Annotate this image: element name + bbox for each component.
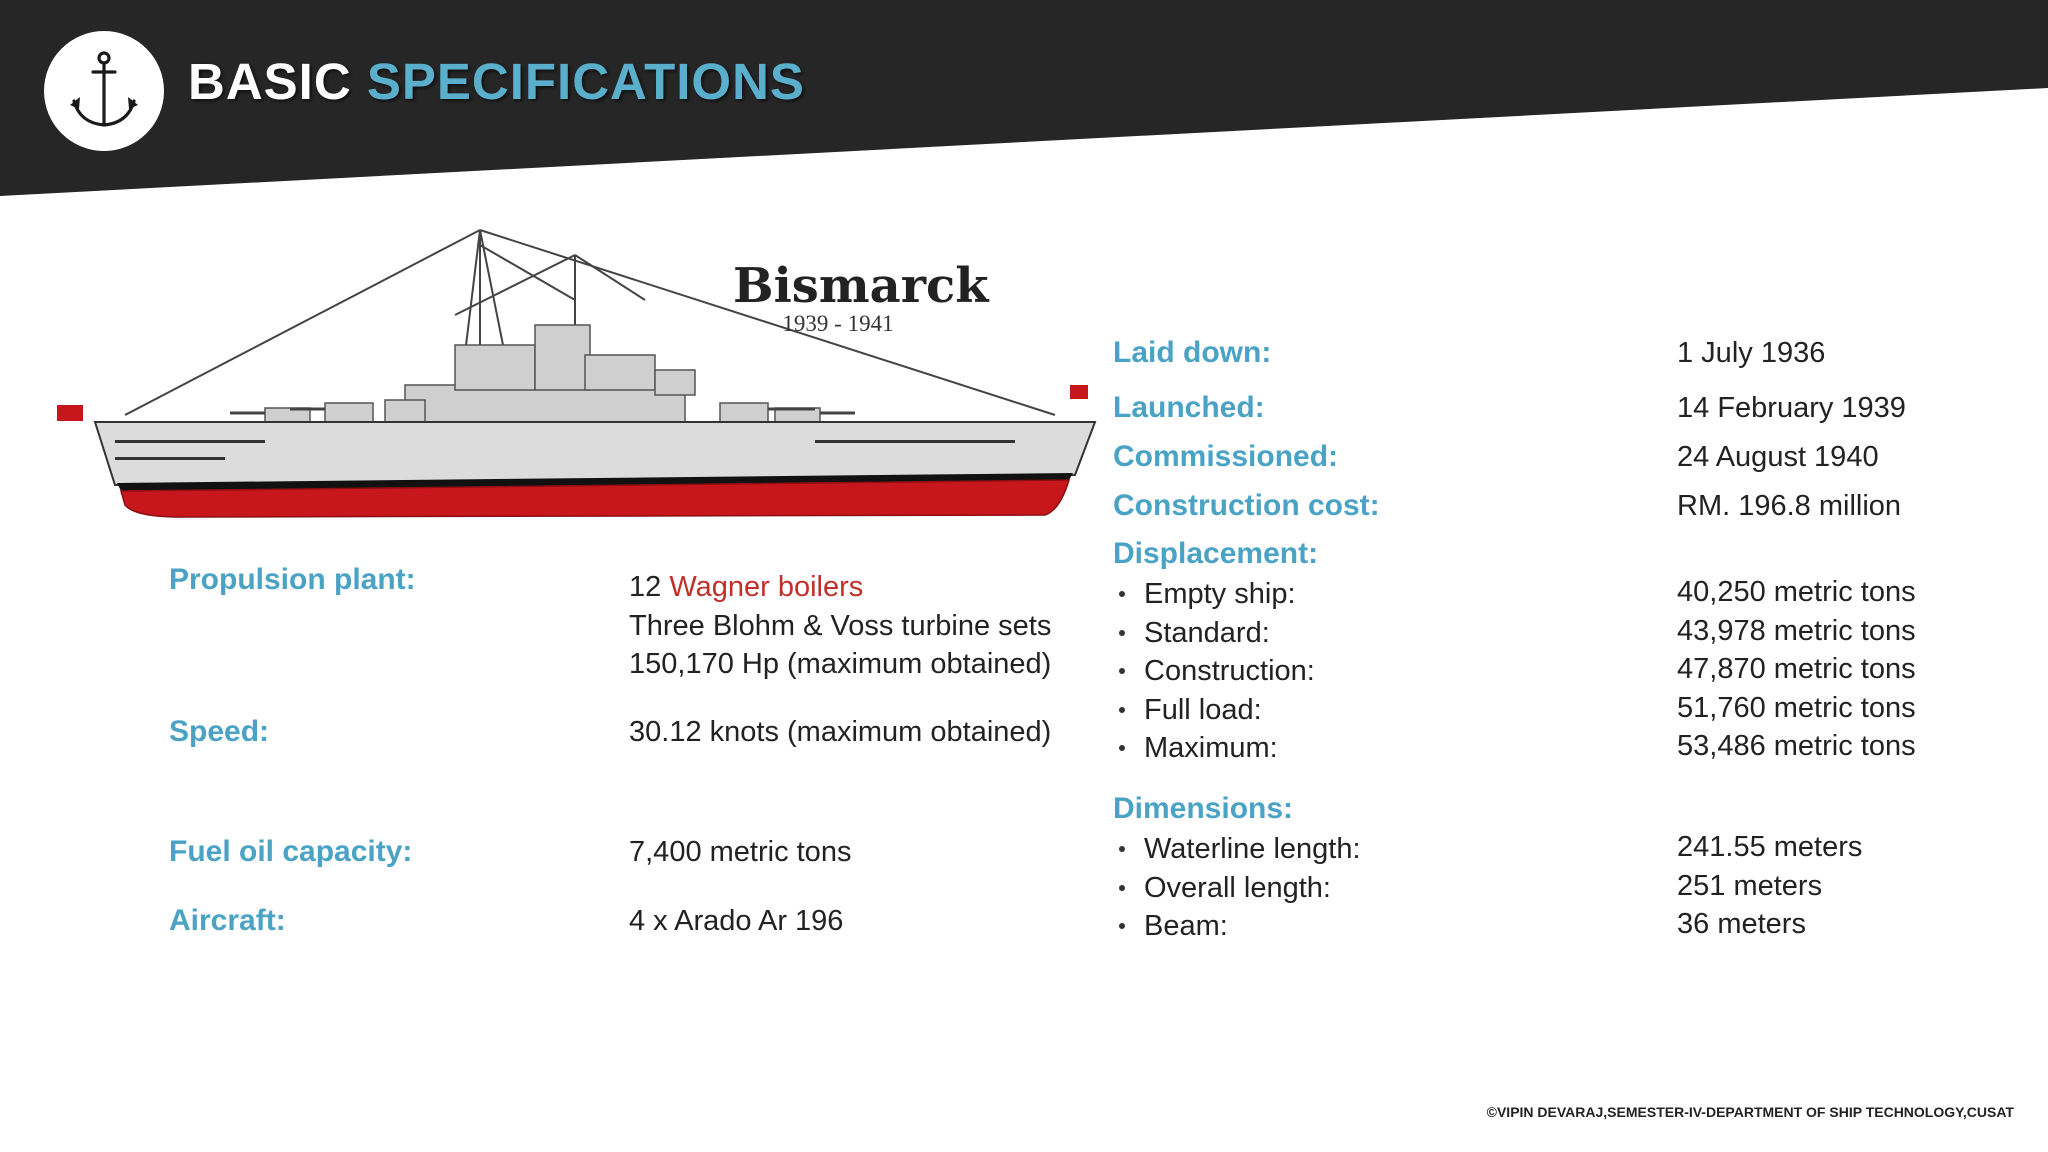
displacement-list xyxy=(1113,575,1315,768)
overall-length-label: Overall length: xyxy=(1144,871,1331,904)
empty-ship-value: 40,250 metric tons xyxy=(1677,576,1916,608)
title-part-1: BASIC xyxy=(188,53,352,110)
anchor-icon xyxy=(66,49,142,133)
displacement-label: Displacement: xyxy=(1113,537,1319,570)
aircraft-label: Aircraft: xyxy=(169,904,286,937)
dimensions-label: Dimensions: xyxy=(1113,792,1294,825)
boiler-count: 12 xyxy=(629,571,662,603)
list-item xyxy=(1113,830,1361,869)
standard-label: Standard: xyxy=(1144,616,1270,649)
speed-label: Speed: xyxy=(169,715,270,748)
speed-value: 30.12 knots (maximum obtained) xyxy=(629,716,1052,748)
list-item xyxy=(1113,869,1361,908)
displacement-values xyxy=(1677,573,1916,766)
maximum-value: 53,486 metric tons xyxy=(1677,730,1916,762)
empty-ship-label: Empty ship: xyxy=(1144,578,1296,610)
bullet-icon xyxy=(1119,668,1125,674)
dimensions-values xyxy=(1677,828,1862,944)
beam-label: Beam: xyxy=(1144,910,1228,942)
logo-badge xyxy=(44,31,164,151)
propulsion-line-1 xyxy=(629,568,1051,607)
bullet-icon xyxy=(1119,885,1125,891)
full-load-label: Full load: xyxy=(1144,693,1262,726)
propulsion-label: Propulsion plant: xyxy=(169,563,416,596)
launched-label: Launched: xyxy=(1113,391,1265,424)
maximum-label: Maximum: xyxy=(1144,732,1278,764)
title-part-2: SPECIFICATIONS xyxy=(366,53,805,110)
propulsion-values xyxy=(629,568,1051,684)
bullet-icon xyxy=(1119,630,1125,636)
propulsion-line-2: Three Blohm & Voss turbine sets xyxy=(629,609,1052,642)
list-item xyxy=(1113,729,1315,768)
construction-value: 47,870 metric tons xyxy=(1677,653,1916,685)
laid-down-value: 1 July 1936 xyxy=(1677,337,1826,369)
overall-length-value: 251 meters xyxy=(1677,869,1823,902)
page-title xyxy=(188,52,805,111)
beam-value: 36 meters xyxy=(1677,908,1806,940)
list-item xyxy=(1113,652,1315,691)
laid-down-label: Laid down: xyxy=(1113,336,1272,369)
list-item xyxy=(1113,691,1315,730)
propulsion-line-3: 150,170 Hp (maximum obtained) xyxy=(629,648,1052,680)
waterline-length-value: 241.55 meters xyxy=(1677,831,1863,863)
copyright-footer: ©VIPIN DEVARAJ,SEMESTER-IV-DEPARTMENT OF SHIP TECHNOLOGY,CUSAT xyxy=(1486,1104,2014,1120)
aircraft-value: 4 x Arado Ar 196 xyxy=(629,905,844,937)
full-load-value: 51,760 metric tons xyxy=(1677,691,1916,724)
commissioned-label: Commissioned: xyxy=(1113,440,1339,473)
fuel-label: Fuel oil capacity: xyxy=(169,835,413,868)
bullet-icon xyxy=(1119,923,1125,929)
waterline-length-label: Waterline length: xyxy=(1144,833,1361,865)
construction-cost-label: Construction cost: xyxy=(1113,489,1380,522)
standard-value: 43,978 metric tons xyxy=(1677,614,1916,647)
construction-label: Construction: xyxy=(1144,655,1315,687)
list-item xyxy=(1113,907,1361,946)
wagner-boilers-text: Wagner boilers xyxy=(669,571,864,603)
bullet-icon xyxy=(1119,591,1125,597)
ship-years: 1939 - 1941 xyxy=(782,311,894,336)
construction-cost-value: RM. 196.8 million xyxy=(1677,490,1902,522)
list-item xyxy=(1113,575,1315,614)
bullet-icon xyxy=(1119,745,1125,751)
fuel-value: 7,400 metric tons xyxy=(629,836,852,868)
bullet-icon xyxy=(1119,707,1125,713)
list-item xyxy=(1113,614,1315,653)
launched-value: 14 February 1939 xyxy=(1677,392,1906,424)
dimensions-list xyxy=(1113,830,1361,946)
bullet-icon xyxy=(1119,846,1125,852)
commissioned-value: 24 August 1940 xyxy=(1677,441,1879,473)
ship-name: Bismarck xyxy=(733,258,989,314)
